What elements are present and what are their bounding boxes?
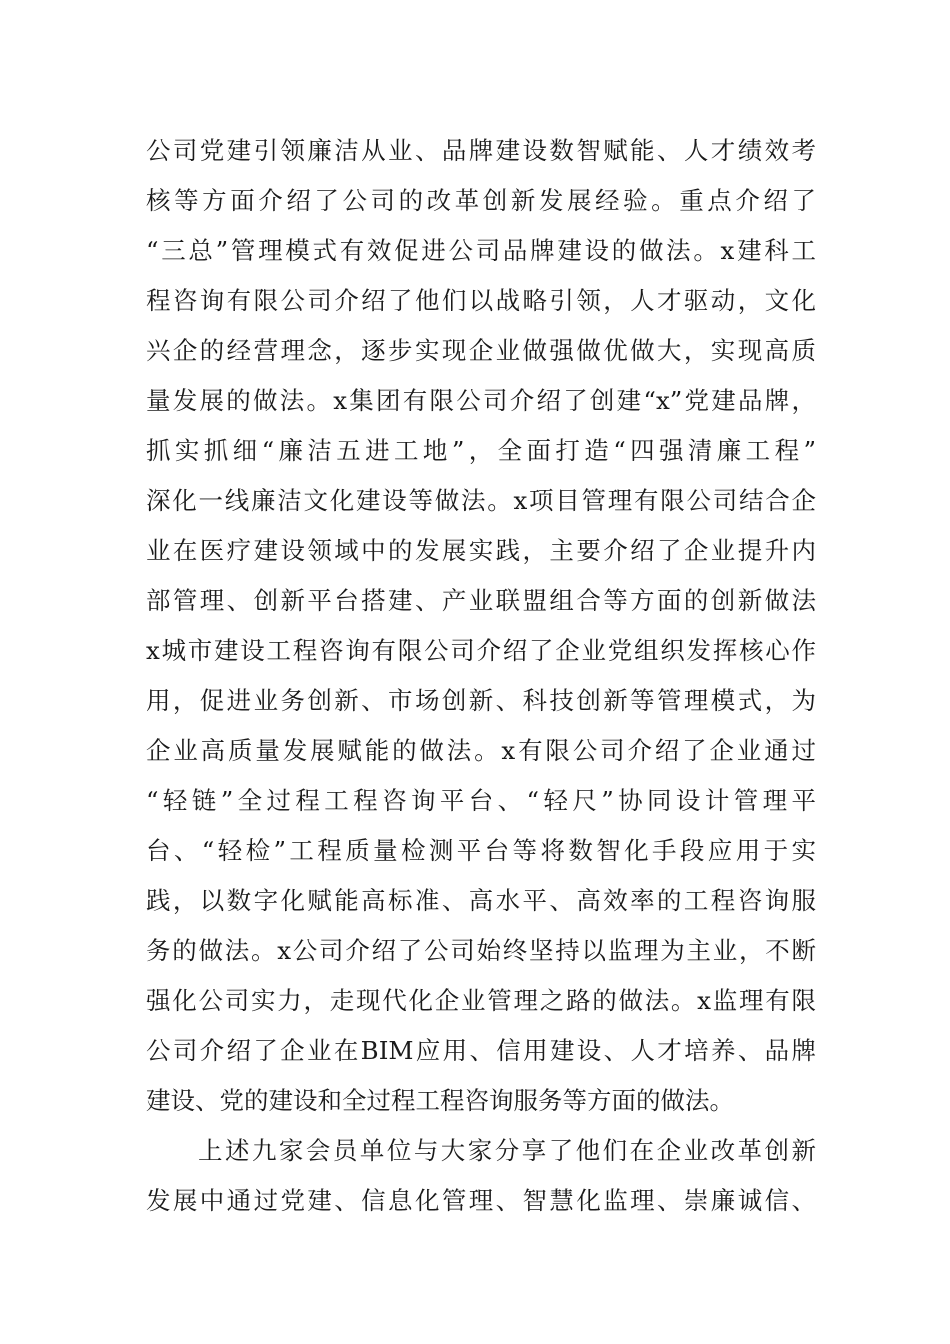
text-line: 业在医疗建设领域中的发展实践，主要介绍了企业提升内 [146,536,816,565]
text-line: 部管理、创新平台搭建、产业联盟组合等方面的创新做法 [146,586,816,615]
text-line: 用，促进业务创新、市场创新、科技创新等管理模式，为 [146,686,816,715]
text-line: “三总”管理模式有效促进公司品牌建设的做法。x建科工 [146,236,816,265]
text-line: 建设、党的建设和全过程工程咨询服务等方面的做法。 [146,1086,734,1115]
text-line: 发展中通过党建、信息化管理、智慧化监理、崇廉诚信、 [146,1186,816,1215]
body-text [146,126,816,1226]
text-line: 践，以数字化赋能高标准、高水平、高效率的工程咨询服 [146,886,816,915]
text-line: 台、“轻检”工程质量检测平台等将数智化手段应用于实 [146,836,816,865]
text-line: 强化公司实力，走现代化企业管理之路的做法。x监理有限 [146,986,816,1015]
text-line: 程咨询有限公司介绍了他们以战略引领，人才驱动，文化 [146,286,816,315]
paragraph-1 [146,126,816,1126]
text-line: 兴企的经营理念，逐步实现企业做强做优做大，实现高质 [146,336,816,365]
text-line: 量发展的做法。x集团有限公司介绍了创建“x”党建品牌， [146,386,816,415]
text-line: 公司介绍了企业在BIM应用、信用建设、人才培养、品牌 [146,1036,816,1065]
text-line: 公司党建引领廉洁从业、品牌建设数智赋能、人才绩效考 [146,136,816,165]
text-line: 上述九家会员单位与大家分享了他们在企业改革创新 [198,1136,816,1165]
text-line: “轻链”全过程工程咨询平台、“轻尺”协同设计管理平 [146,786,816,815]
text-line: 务的做法。x公司介绍了公司始终坚持以监理为主业，不断 [146,936,816,965]
text-line: 抓实抓细“廉洁五进工地”，全面打造“四强清廉工程” [146,436,816,465]
text-line: 企业高质量发展赋能的做法。x有限公司介绍了企业通过 [146,736,816,765]
text-line: 核等方面介绍了公司的改革创新发展经验。重点介绍了 [146,186,816,215]
text-line: x城市建设工程咨询有限公司介绍了企业党组织发挥核心作 [146,636,816,665]
text-line: 深化一线廉洁文化建设等做法。x项目管理有限公司结合企 [146,486,816,515]
paragraph-2 [146,1126,816,1226]
